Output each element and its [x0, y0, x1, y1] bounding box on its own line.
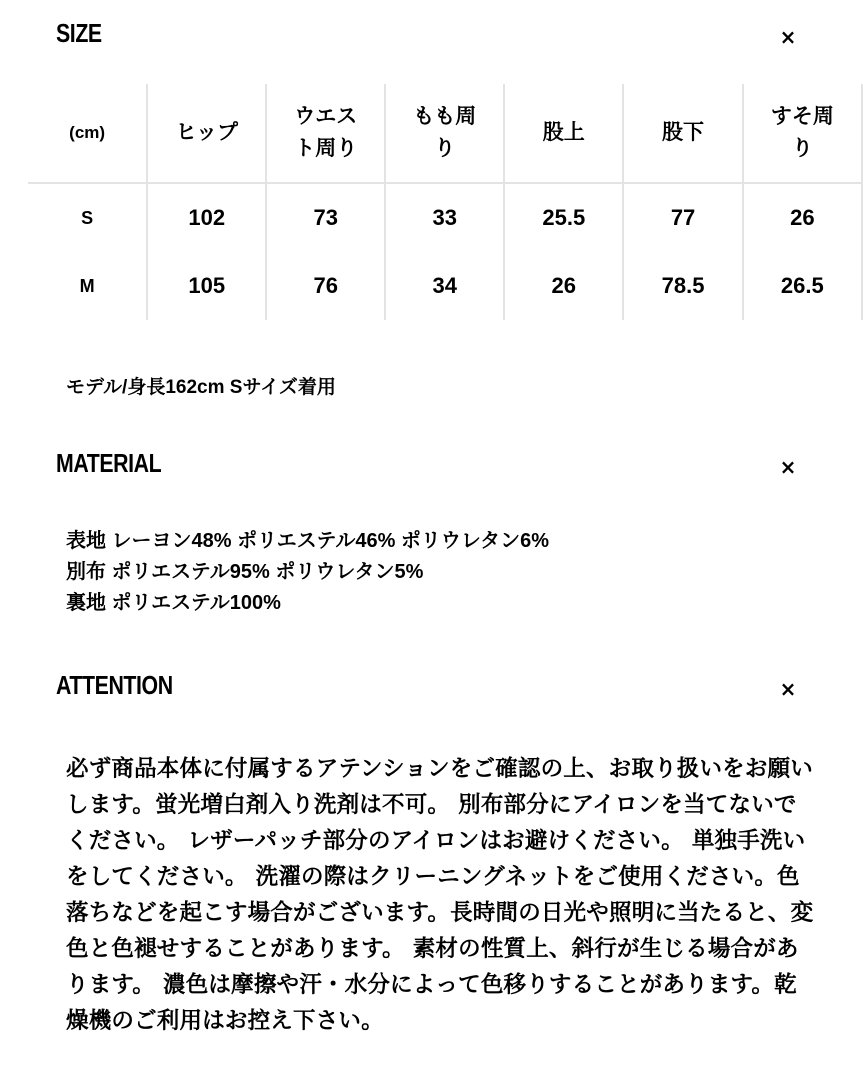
model-size-note: モデル/身長162cm Sサイズ着用: [66, 377, 336, 398]
table-row: [28, 183, 862, 252]
table-cell: 78.5: [623, 252, 742, 320]
table-cell: 33: [385, 183, 504, 252]
table-row: [28, 252, 862, 320]
material-close-icon[interactable]: ×: [777, 456, 799, 478]
size-table-header-thigh: もも周 り: [385, 84, 504, 183]
table-cell: 77: [623, 183, 742, 252]
table-cell: 34: [385, 252, 504, 320]
table-cell: 26: [504, 252, 623, 320]
table-cell: 105: [147, 252, 266, 320]
size-row-label: M: [79, 275, 95, 296]
attention-close-icon[interactable]: ×: [777, 678, 799, 700]
material-line: 別布 ポリエステル95% ポリウレタン5%: [66, 561, 424, 583]
size-table-header-hip: ヒップ: [147, 84, 266, 183]
table-cell: 76: [266, 252, 385, 320]
attention-text: 必ず商品本体に付属するアテンションをご確認の上、お取り扱いをお願いします。蛍光増白剤入り洗剤は不可。 別布部分にアイロンを当てないでください。 レザーパッチ部分のアイロンはお避けください。 単独手洗いをしてください。 洗濯の際はクリーニングネットをご使用ください。色落ちなどを起こす場合がございます。長時間の日光や照明に当たると、変色と色褪せすることがあります。 素材の性質上、斜行が生じる場合があります。 濃色は摩擦や汗・水分によって色移りすることがあります。乾燥機のご利用はお控え下さい。: [66, 756, 814, 1034]
size-section-title: SIZE: [56, 18, 102, 48]
size-table-header-hem: すそ周 り: [743, 84, 862, 183]
size-table-header-unit: (cm): [28, 84, 147, 183]
material-line: 表地 レーヨン48% ポリエステル46% ポリウレタン6%: [66, 530, 550, 552]
table-cell: 26.5: [743, 252, 862, 320]
size-close-icon[interactable]: ×: [777, 26, 799, 48]
size-table-header-rise: 股上: [504, 84, 623, 183]
size-row-label: S: [81, 207, 94, 228]
size-table: [28, 84, 863, 320]
table-cell: 26: [743, 183, 862, 252]
material-section-title: MATERIAL: [56, 448, 162, 478]
attention-section-title: ATTENTION: [56, 670, 173, 700]
table-cell: 25.5: [504, 183, 623, 252]
size-table-header-waist: ウエス ト周り: [266, 84, 385, 183]
material-list: [66, 526, 549, 619]
table-cell: 102: [147, 183, 266, 252]
size-table-header-inseam: 股下: [623, 84, 742, 183]
table-cell: 73: [266, 183, 385, 252]
material-line: 裏地 ポリエステル100%: [66, 592, 281, 614]
